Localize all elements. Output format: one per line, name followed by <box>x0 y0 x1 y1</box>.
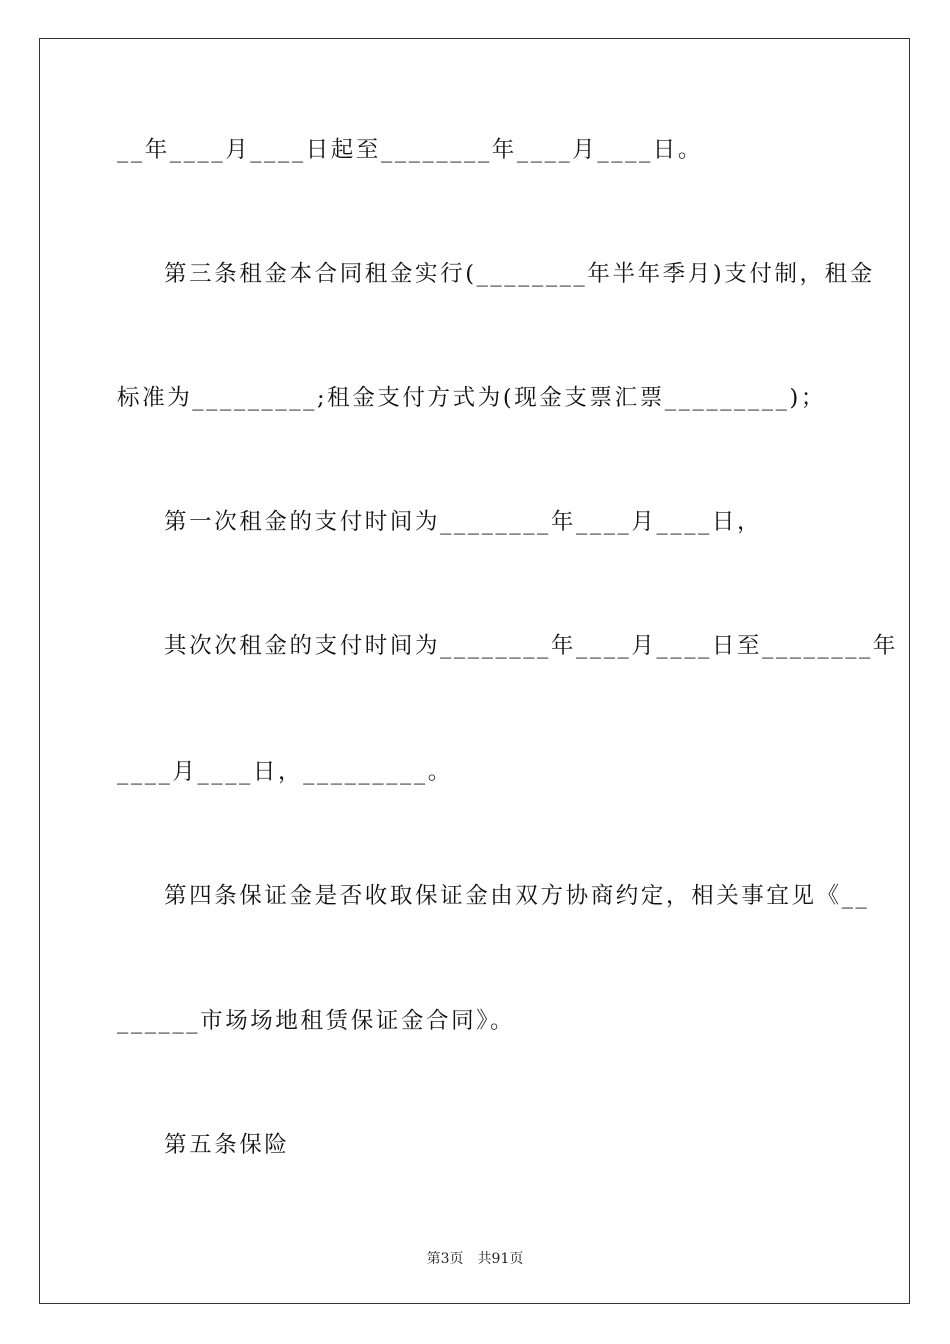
page-footer <box>0 1248 950 1268</box>
document-line-7-article-4: 第四条保证金是否收取保证金由双方协商约定，相关事宜见《__ <box>164 883 870 909</box>
document-line-2-article-3: 第三条租金本合同租金实行(________年半年季月)支付制，租金 <box>164 261 875 287</box>
document-line-3: 标准为_________;租金支付方式为(现金支票汇票_________)； <box>117 385 826 411</box>
total-pages: 共91页 <box>477 1251 524 1267</box>
document-line-6: ____月____日，_________。 <box>117 759 453 785</box>
page-number: 第3页 <box>426 1251 464 1267</box>
document-line-9-article-5: 第五条保险 <box>164 1132 290 1158</box>
document-line-1: __年____月____日起至________年____月____日。 <box>117 137 704 163</box>
document-line-4: 第一次租金的支付时间为________年____月____日， <box>164 509 763 535</box>
page-border <box>39 38 910 1304</box>
document-line-8: ______市场场地租赁保证金合同》。 <box>117 1008 516 1034</box>
document-line-5: 其次次租金的支付时间为________年____月____日至________年 <box>164 633 899 659</box>
